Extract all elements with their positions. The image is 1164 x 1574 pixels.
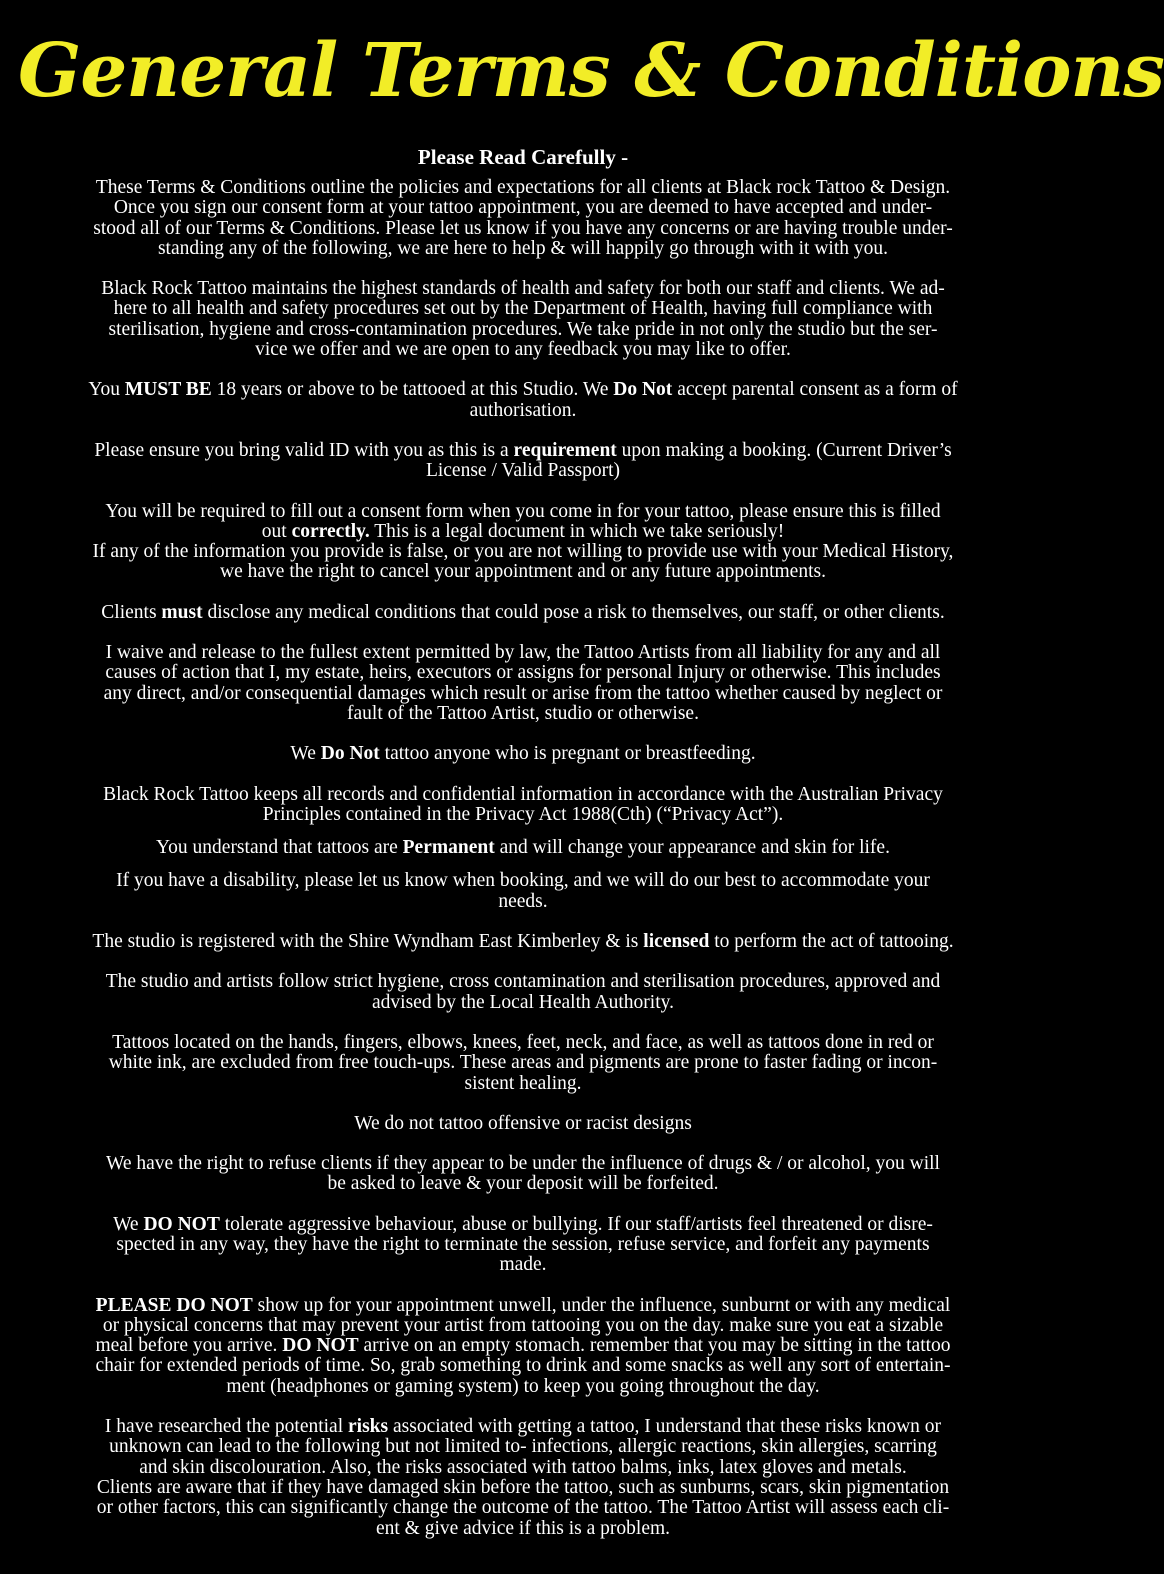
text-line: vice we offer and we are open to any feedback you may like to offer. bbox=[255, 339, 791, 361]
text-line bbox=[18, 441, 1028, 461]
text-line: ent & give advice if this is a problem. bbox=[375, 1517, 671, 1539]
paragraph-consent-form bbox=[18, 502, 1028, 583]
text-run: meal before you arrive. bbox=[95, 1335, 283, 1357]
text-run: and will change your appearance and skin for life. bbox=[494, 837, 890, 859]
text-line: unknown can lead to the following but not limited to- infections, allergic reactions, skin allergies, scarring bbox=[109, 1436, 937, 1458]
text-line: white ink, are excluded from free touch-ups. These areas and pigments are prone to faster fading or incon- bbox=[108, 1052, 938, 1074]
text-line: and skin discolouration. Also, the risks associated with tattoo balms, inks, latex gloves and metals. bbox=[139, 1456, 907, 1478]
emphasis-text: correctly. bbox=[291, 520, 370, 542]
text-run: tattoo anyone who is pregnant or breastfeeding. bbox=[379, 743, 756, 765]
emphasis-text: Do Not bbox=[613, 379, 673, 401]
text-run: This is a legal document in which we take seriously! bbox=[369, 520, 785, 542]
paragraph-offensive-designs bbox=[18, 1114, 1028, 1134]
emphasis-text: licensed bbox=[643, 931, 710, 953]
text-line: sistent healing. bbox=[464, 1072, 582, 1094]
text-line bbox=[18, 1215, 1028, 1235]
emphasis-text: DO NOT bbox=[282, 1335, 359, 1357]
text-run: The studio is registered with the Shire Wyndham East Kimberley & is bbox=[92, 931, 644, 953]
paragraph-medical-disclosure bbox=[18, 603, 1028, 623]
text-run: You understand that tattoos are bbox=[156, 837, 403, 859]
text-line: stood all of our Terms & Conditions. Please let us know if you have any concerns or are having trouble under- bbox=[93, 217, 953, 239]
text-line: needs. bbox=[498, 890, 548, 912]
text-line: If you have a disability, please let us know when booking, and we will do our best to accommodate your bbox=[116, 870, 930, 892]
text-line bbox=[18, 603, 1028, 623]
text-line: Tattoos located on the hands, fingers, elbows, knees, feet, neck, and face, as well as tattoos done in red or bbox=[112, 1031, 934, 1053]
text-line: causes of action that I, my estate, heirs, executors or assigns for personal Injury or otherwise. This includes bbox=[105, 662, 941, 684]
paragraph-intro bbox=[18, 178, 1028, 259]
text-line: fault of the Tattoo Artist, studio or otherwise. bbox=[347, 702, 699, 724]
text-line: sterilisation, hygiene and cross-contamination procedures. We take pride in not only the studio but the ser- bbox=[108, 318, 938, 340]
emphasis-text: PLEASE DO NOT bbox=[95, 1294, 253, 1316]
text-line: These Terms & Conditions outline the policies and expectations for all clients at Black rock Tattoo & Design. bbox=[95, 177, 951, 198]
subtitle: Please Read Carefully - bbox=[417, 145, 629, 169]
text-line: chair for extended periods of time. So, grab something to drink and some snacks as well any sort of entertain- bbox=[95, 1355, 951, 1377]
text-run: Please ensure you bring valid ID with you as this is a bbox=[94, 439, 514, 461]
text-line: we have the right to cancel your appointment and or any future appointments. bbox=[220, 561, 826, 583]
paragraph-privacy bbox=[18, 785, 1028, 826]
text-line: Black Rock Tattoo keeps all records and confidential information in accordance with the Australian Privacy bbox=[103, 783, 943, 805]
text-line: ment (headphones or gaming system) to keep you going throughout the day. bbox=[226, 1375, 820, 1397]
text-run: associated with getting a tattoo, I understand that these risks known or bbox=[388, 1416, 942, 1438]
text-line: Clients are aware that if they have damaged skin before the tattoo, such as sunburns, scars, skin pigmentation bbox=[96, 1476, 950, 1498]
text-run: disclose any medical conditions that could pose a risk to themselves, our staff, or other clients. bbox=[202, 601, 945, 623]
paragraph-appointment-readiness bbox=[18, 1296, 1028, 1397]
paragraph-pregnancy bbox=[18, 744, 1028, 764]
paragraph-valid-id bbox=[18, 441, 1028, 482]
text-line: You will be required to fill out a consent form when you come in for your tattoo, please ensure this is filled bbox=[105, 500, 941, 522]
text-run: 18 years or above to be tattooed at this Studio. We bbox=[211, 379, 614, 401]
text-run: We bbox=[290, 743, 321, 765]
paragraph-risks bbox=[18, 1417, 1028, 1539]
text-line bbox=[18, 1417, 1028, 1437]
text-line bbox=[18, 522, 1028, 542]
text-line: or physical concerns that may prevent your artist from tattooing you on the day. make sure you eat a sizable bbox=[102, 1314, 944, 1336]
paragraph-liability-waiver bbox=[18, 643, 1028, 724]
emphasis-text: Permanent bbox=[402, 837, 495, 859]
text-line: Principles contained in the Privacy Act 1988(Cth) (“Privacy Act”). bbox=[262, 803, 784, 825]
text-line: I waive and release to the fullest extent permitted by law, the Tattoo Artists from all liability for any and all bbox=[105, 642, 941, 664]
text-line: be asked to leave & your deposit will be forfeited. bbox=[327, 1173, 719, 1195]
text-line bbox=[18, 1296, 1028, 1316]
paragraph-behaviour bbox=[18, 1215, 1028, 1276]
text-line bbox=[18, 1336, 1028, 1356]
text-line: Black Rock Tattoo maintains the highest standards of health and safety for both our staff and clients. We ad- bbox=[101, 278, 945, 300]
text-line: authorisation. bbox=[469, 399, 577, 421]
text-run: Clients bbox=[101, 601, 162, 623]
emphasis-text: DO NOT bbox=[143, 1213, 220, 1235]
paragraph-permanent bbox=[18, 838, 1028, 858]
text-run: We bbox=[113, 1213, 144, 1235]
text-line: The studio and artists follow strict hygiene, cross contamination and sterilisation procedures, approved and bbox=[105, 971, 941, 993]
text-line: spected in any way, they have the right to terminate the session, refuse service, and forfeit any payments bbox=[116, 1233, 930, 1255]
text-line: We do not tattoo offensive or racist designs bbox=[354, 1112, 692, 1134]
emphasis-text: Do Not bbox=[320, 743, 380, 765]
paragraph-hygiene bbox=[18, 972, 1028, 1013]
text-run: tolerate aggressive behaviour, abuse or bullying. If our staff/artists feel threatened or disre- bbox=[219, 1213, 933, 1235]
paragraph-licensed bbox=[18, 932, 1028, 952]
text-line bbox=[18, 932, 1028, 952]
text-line: standing any of the following, we are here to help & will happily go through with it with you. bbox=[157, 237, 889, 259]
paragraph-disability bbox=[18, 871, 1028, 912]
text-line: License / Valid Passport) bbox=[425, 460, 621, 482]
text-run: arrive on an empty stomach. remember that you may be sitting in the tattoo bbox=[358, 1335, 951, 1357]
emphasis-text: risks bbox=[348, 1416, 389, 1438]
text-run: I have researched the potential bbox=[104, 1416, 349, 1438]
text-line bbox=[18, 744, 1028, 764]
text-run: out bbox=[261, 520, 292, 542]
emphasis-text: must bbox=[161, 601, 203, 623]
emphasis-text: MUST BE bbox=[124, 379, 212, 401]
text-line: made. bbox=[499, 1254, 547, 1276]
paragraph-influence bbox=[18, 1154, 1028, 1195]
paragraph-age-requirement bbox=[18, 380, 1028, 421]
text-run: You bbox=[88, 379, 125, 401]
paragraph-touch-ups bbox=[18, 1033, 1028, 1094]
text-line: If any of the information you provide is false, or you are not willing to provide use with your Medical History, bbox=[92, 541, 954, 563]
text-line: advised by the Local Health Authority. bbox=[372, 991, 674, 1013]
page-title: General Terms & Conditions bbox=[18, 28, 1164, 114]
text-run: accept parental consent as a form of bbox=[672, 379, 958, 401]
terms-body bbox=[18, 178, 1028, 1539]
text-line: any direct, and/or consequential damages which result or arise from the tattoo whether caused by neglect or bbox=[103, 682, 943, 704]
paragraph-health-safety bbox=[18, 279, 1028, 360]
text-line bbox=[18, 380, 1028, 400]
text-line: or other factors, this can significantly change the outcome of the tattoo. The Tattoo Artist will assess each cli- bbox=[96, 1497, 950, 1519]
text-line: Once you sign our consent form at your tattoo appointment, you are deemed to have accepted and under- bbox=[113, 197, 933, 219]
text-run: to perform the act of tattooing. bbox=[709, 931, 954, 953]
text-run: upon making a booking. (Current Driver’s bbox=[616, 439, 952, 461]
text-line: We have the right to refuse clients if they appear to be under the influence of drugs & / or alcohol, you will bbox=[106, 1153, 940, 1175]
text-line bbox=[18, 838, 1028, 858]
text-run: show up for your appointment unwell, under the influence, sunburnt or with any medical bbox=[252, 1294, 951, 1316]
emphasis-text: requirement bbox=[513, 439, 617, 461]
text-line: here to all health and safety procedures set out by the Department of Health, having full compliance with bbox=[113, 298, 933, 320]
